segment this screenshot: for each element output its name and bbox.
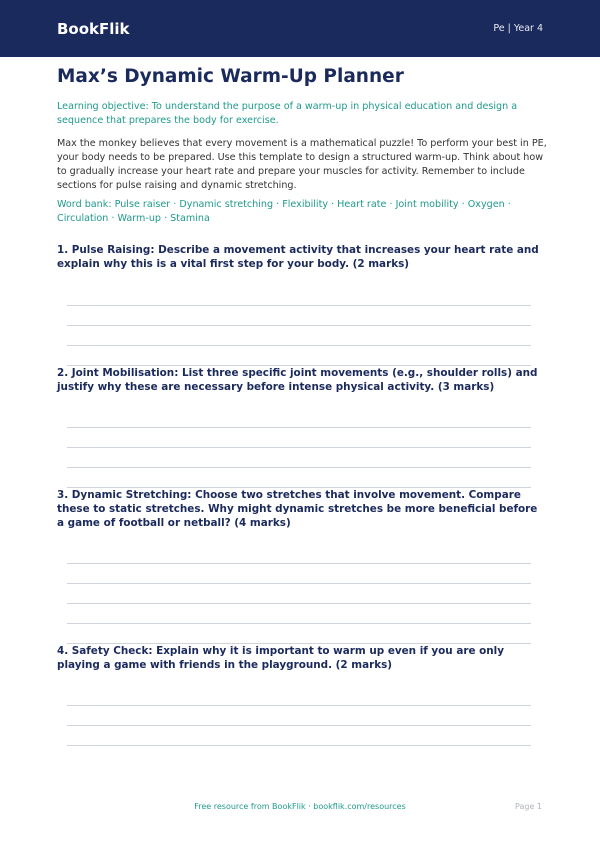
- footer-credit[interactable]: Free resource from BookFlik · bookflik.com/resources: [194, 802, 406, 811]
- answer-line[interactable]: [67, 467, 531, 468]
- learning-objective: Learning objective: To understand the purpose of a warm-up in physical education and design a sequence that prepares the body for exercise.: [57, 101, 518, 126]
- answer-line[interactable]: [67, 583, 531, 584]
- answer-line[interactable]: [67, 725, 531, 726]
- answer-line[interactable]: [67, 745, 531, 746]
- intro-text: Max the monkey believes that every movement is a mathematical puzzle! To perform your best in PE, your body needs to be prepared. Use this template to design a structured warm-up. Think about how to gradually increase your heart rate and prepare your muscles for activity. Remember to include sections for pulse raising and dynamic stretching.: [57, 138, 547, 191]
- answer-line[interactable]: [67, 603, 531, 604]
- page-number: Page 1: [515, 802, 542, 811]
- answer-line[interactable]: [67, 705, 531, 706]
- answer-line[interactable]: [67, 447, 531, 448]
- brand-logo[interactable]: BookFlik: [57, 19, 130, 38]
- answer-line[interactable]: [67, 427, 531, 428]
- subject-year-label: Pe | Year 4: [493, 23, 543, 34]
- page-title: Max’s Dynamic Warm-Up Planner: [57, 66, 404, 87]
- header-bar: [0, 0, 600, 57]
- answer-line[interactable]: [67, 325, 531, 326]
- answer-line[interactable]: [67, 345, 531, 346]
- question-1: 1. Pulse Raising: Describe a movement activity that increases your heart rate and explain why this is a vital first step for your body. (2 marks): [57, 244, 539, 270]
- answer-line[interactable]: [67, 623, 531, 624]
- question-3: 3. Dynamic Stretching: Choose two stretches that involve movement. Compare these to static stretches. Why might dynamic stretches be more beneficial before a game of football or netball? (4 marks): [57, 489, 538, 529]
- word-bank: Word bank: Pulse raiser · Dynamic stretching · Flexibility · Heart rate · Joint mobility · Oxygen · Circulation · Warm-up · Stamina: [57, 199, 511, 224]
- answer-line[interactable]: [67, 305, 531, 306]
- answer-line[interactable]: [67, 563, 531, 564]
- question-2: 2. Joint Mobilisation: List three specific joint movements (e.g., shoulder rolls) and justify why these are necessary before intense physical activity. (3 marks): [57, 367, 538, 393]
- question-4: 4. Safety Check: Explain why it is important to warm up even if you are only playing a game with friends in the playground. (2 marks): [57, 645, 504, 671]
